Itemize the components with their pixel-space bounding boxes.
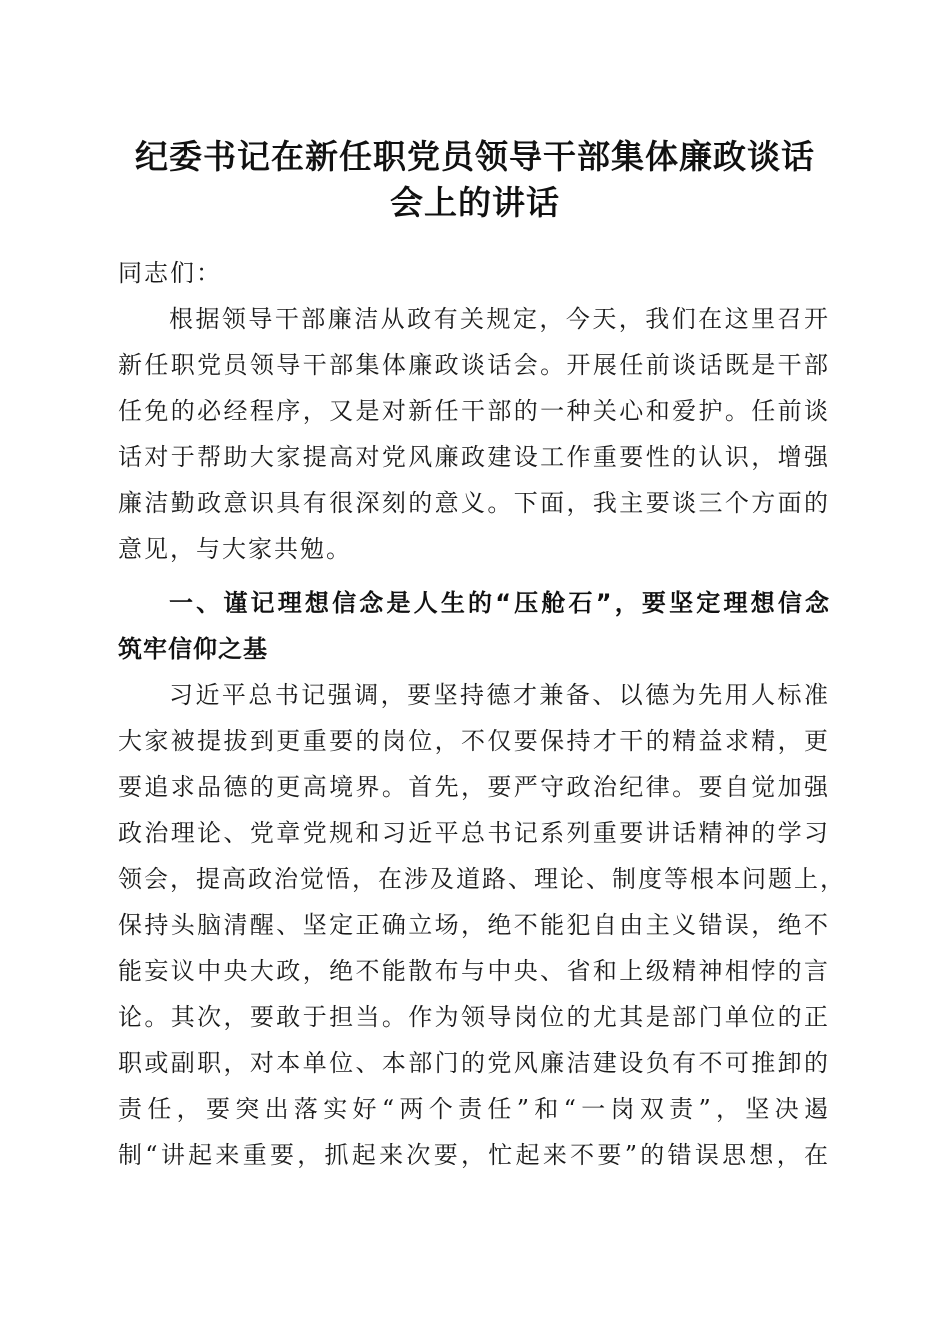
paragraph-line: 能妄议中央大政，绝不能散布与中央、省和上级精神相悖的言: [118, 957, 830, 985]
paragraph-line: 任免的必经程序，又是对新任干部的一种关心和爱护。任前谈: [118, 397, 830, 425]
paragraph-section-1: [118, 672, 846, 1178]
paragraph-line: 保持头脑清醒、坚定正确立场，绝不能犯自由主义错误，绝不: [118, 911, 830, 939]
heading-line: 筑牢信仰之基: [118, 635, 268, 663]
paragraph-line: 大家被提拔到更重要的岗位，不仅要保持才干的精益求精，更: [118, 727, 830, 755]
paragraph-line: 职或副职，对本单位、本部门的党风廉洁建设负有不可推卸的: [118, 1049, 830, 1077]
section-heading-1: [118, 580, 830, 672]
heading-line: 一、谨记理想信念是人生的“压舱石”，要坚定理想信念: [169, 589, 830, 617]
salutation: 同志们：: [118, 259, 222, 287]
paragraph-line: 制“讲起来重要，抓起来次要，忙起来不要”的错误思想，在: [118, 1141, 830, 1169]
paragraph-line: 责任，要突出落实好“两个责任”和“一岗双责”，坚决遏: [118, 1095, 830, 1123]
document-body: [118, 250, 846, 1178]
paragraph-intro: [118, 296, 830, 572]
title-line: 会上的讲话: [390, 183, 560, 222]
paragraph-line: 要追求品德的更高境界。首先，要严守政治纪律。要自觉加强: [118, 773, 830, 801]
paragraph-line: 廉洁勤政意识具有很深刻的意义。下面，我主要谈三个方面的: [118, 489, 830, 517]
document-title: [60, 134, 890, 226]
paragraph-line: 习近平总书记强调，要坚持德才兼备、以德为先用人标准: [169, 681, 830, 709]
paragraph-line: 话对于帮助大家提高对党风廉政建设工作重要性的认识，增强: [118, 443, 830, 471]
paragraph-line: 新任职党员领导干部集体廉政谈话会。开展任前谈话既是干部: [118, 351, 830, 379]
paragraph-line: 领会，提高政治觉悟，在涉及道路、理论、制度等根本问题上，: [118, 865, 846, 893]
paragraph-line: 根据领导干部廉洁从政有关规定，今天，我们在这里召开: [169, 305, 830, 333]
paragraph-line: 论。其次，要敢于担当。作为领导岗位的尤其是部门单位的正: [118, 1003, 830, 1031]
paragraph-line: 政治理论、党章党规和习近平总书记系列重要讲话精神的学习: [118, 819, 830, 847]
title-line: 纪委书记在新任职党员领导干部集体廉政谈话: [135, 137, 815, 176]
paragraph-line: 意见，与大家共勉。: [118, 535, 352, 563]
